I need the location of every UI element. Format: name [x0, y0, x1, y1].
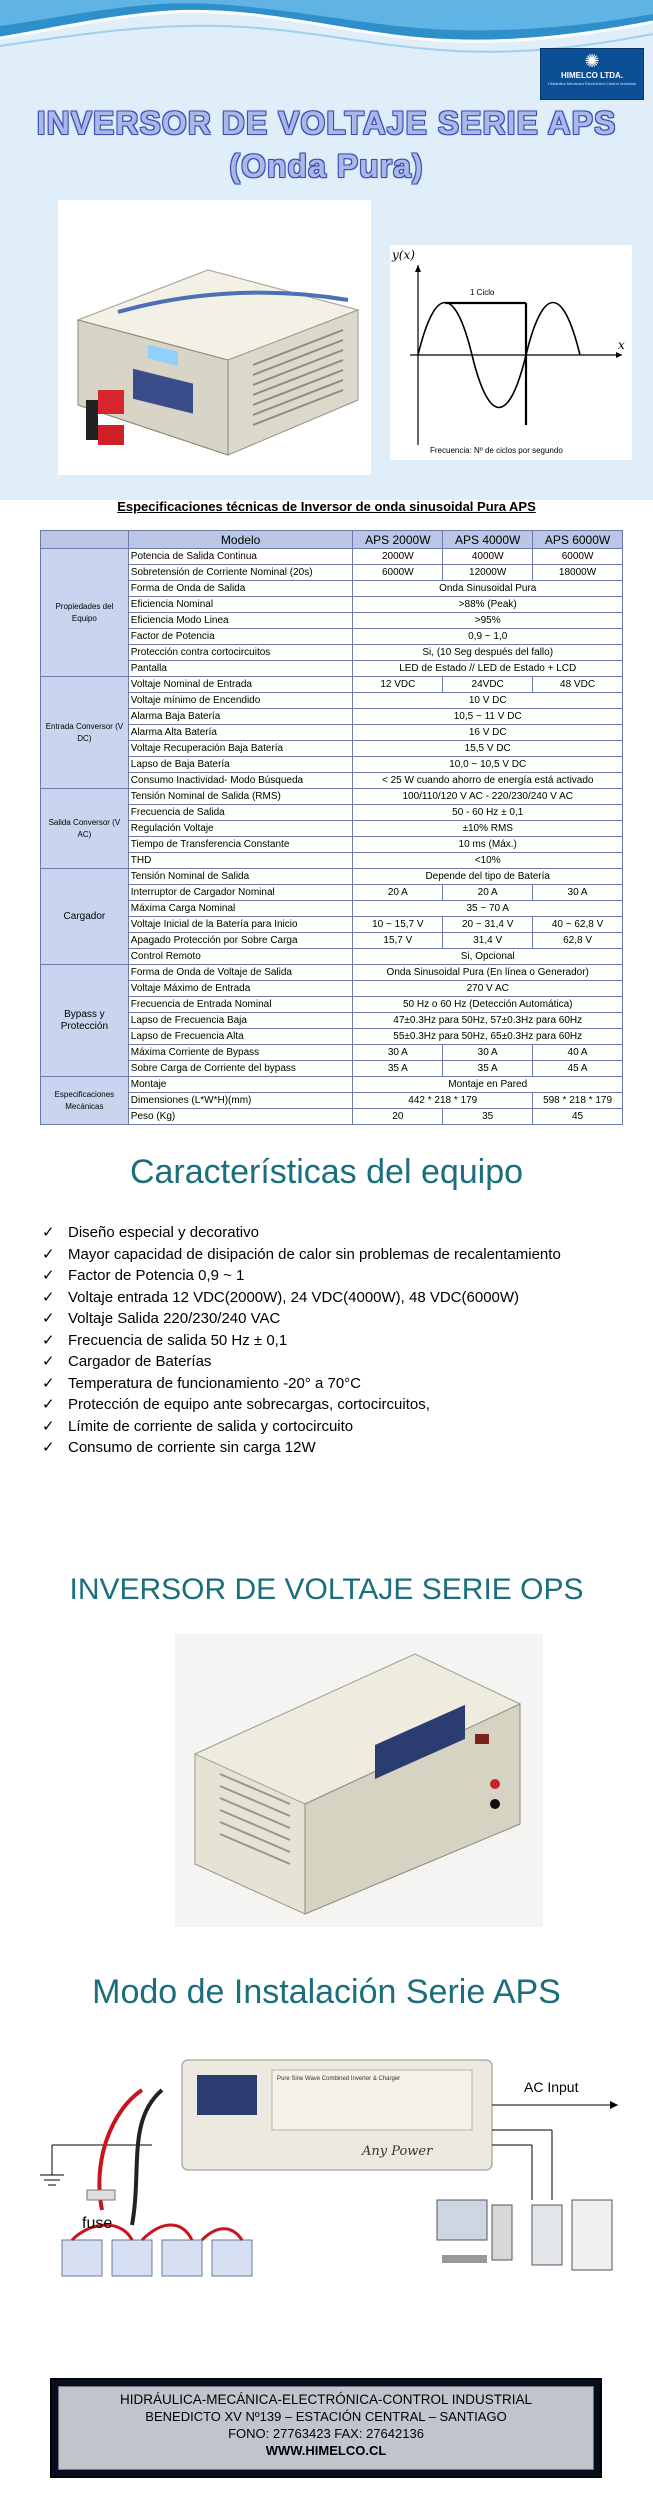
checkmark-icon: ✓	[42, 1417, 55, 1435]
spec-label: Protección contra cortocircuitos	[128, 645, 353, 661]
spec-label: Alarma Baja Batería	[128, 709, 353, 725]
spec-row	[41, 949, 623, 965]
feature-text: Voltaje entrada 12 VDC(2000W), 24 VDC(4000W), 48 VDC(6000W)	[68, 1288, 520, 1306]
specs-header-row	[41, 531, 623, 549]
spec-label: Potencia de Salida Continua	[128, 549, 353, 565]
spec-value: 45	[533, 1109, 623, 1125]
spec-value: Si, (10 Seg después del fallo)	[353, 645, 623, 661]
spec-row	[41, 1109, 623, 1125]
spec-group-label: Bypass y Protección	[41, 965, 129, 1077]
checkmark-icon: ✓	[42, 1353, 55, 1370]
spec-row	[41, 661, 623, 677]
spec-value: 35 A	[443, 1061, 533, 1077]
ops-title: INVERSOR DE VOLTAJE SERIE OPS	[69, 1573, 584, 1606]
spec-group-label: Cargador	[41, 869, 129, 965]
aps-inverter-image	[58, 200, 371, 475]
spec-value: 15,5 V DC	[353, 741, 623, 757]
spec-label: Apagado Protección por Sobre Carga	[128, 933, 353, 949]
spec-value: 10 ms (Máx.)	[353, 837, 623, 853]
feature-item	[40, 1330, 640, 1352]
spec-value: 30 A	[533, 885, 623, 901]
company-logo	[540, 48, 644, 100]
spec-value: 31,4 V	[443, 933, 533, 949]
spec-row	[41, 869, 623, 885]
spec-value: 48 VDC	[533, 677, 623, 693]
spec-label: Forma de Onda de Voltaje de Salida	[128, 965, 353, 981]
spec-value: < 25 W cuando ahorro de energía está activado	[353, 773, 623, 789]
spec-value: 47±0.3Hz para 50Hz, 57±0.3Hz para 60Hz	[353, 1013, 623, 1029]
page-title: INVERSOR DE VOLTAJE SERIE APS	[36, 105, 617, 141]
feature-text: Temperatura de funcionamiento -20° a 70°C	[68, 1374, 361, 1392]
spec-row	[41, 1093, 623, 1109]
spec-label: Sobre Carga de Corriente del bypass	[128, 1061, 353, 1077]
spec-row	[41, 837, 623, 853]
spec-row	[41, 933, 623, 949]
spec-label: Forma de Onda de Salida	[128, 581, 353, 597]
inverter-brand: Any Power	[362, 2144, 433, 2159]
sine-wave-diagram	[390, 245, 632, 460]
feature-text: Protección de equipo ante sobrecargas, cortocircuitos,	[68, 1396, 430, 1413]
logo-fan-icon: ✺	[584, 51, 600, 71]
checkmark-icon: ✓	[42, 1396, 55, 1413]
spec-value: >88% (Peak)	[353, 597, 623, 613]
feature-item	[40, 1351, 640, 1373]
hero-banner	[0, 0, 653, 500]
spec-label: Montaje	[128, 1077, 353, 1093]
spec-value: 6000W	[533, 549, 623, 565]
spec-label: Alarma Alta Batería	[128, 725, 353, 741]
spec-label: Lapso de Frecuencia Alta	[128, 1029, 353, 1045]
spec-label: Regulación Voltaje	[128, 821, 353, 837]
checkmark-icon: ✓	[42, 1331, 55, 1349]
spec-row	[41, 741, 623, 757]
spec-value: LED de Estado // LED de Estado + LCD	[353, 661, 623, 677]
spec-label: Frecuencia de Entrada Nominal	[128, 997, 353, 1013]
checkmark-icon: ✓	[42, 1245, 55, 1263]
specs-title: Especificaciones técnicas de Inversor de onda sinusoidal Pura APS	[117, 499, 536, 514]
inverter-panel-text: Pure Sine Wave Combined Inverter & Charger	[277, 2076, 401, 2082]
spec-label: Tensión Nominal de Salida (RMS)	[128, 789, 353, 805]
footer-address: BENEDICTO XV Nº139 – ESTACIÓN CENTRAL – SANTIAGO	[145, 2409, 507, 2424]
footer-company: HIDRÁULICA-MECÁNICA-ELECTRÓNICA-CONTROL INDUSTRIAL	[119, 2392, 533, 2407]
spec-label: Consumo Inactividad- Modo Búsqueda	[128, 773, 353, 789]
feature-item	[40, 1437, 640, 1459]
spec-row	[41, 613, 623, 629]
spec-value: 50 Hz o 60 Hz (Detección Automática)	[353, 997, 623, 1013]
feature-item	[40, 1287, 640, 1309]
spec-value: 2000W	[353, 549, 443, 565]
feature-text: Diseño especial y decorativo	[68, 1224, 259, 1241]
spec-value: Si, Opcional	[353, 949, 623, 965]
spec-label: Eficiencia Nominal	[128, 597, 353, 613]
spec-row	[41, 645, 623, 661]
footer-phone: FONO: 27763423 FAX: 27642136	[228, 2426, 424, 2441]
spec-label: Sobretensión de Corriente Nominal (20s)	[128, 565, 353, 581]
spec-value: 50 - 60 Hz ± 0,1	[353, 805, 623, 821]
spec-value: 18000W	[533, 565, 623, 581]
spec-label: Frecuencia de Salida	[128, 805, 353, 821]
spec-row	[41, 757, 623, 773]
spec-row	[41, 1077, 623, 1093]
feature-item	[40, 1308, 640, 1330]
spec-value: 45 A	[533, 1061, 623, 1077]
spec-value: 62,8 V	[533, 933, 623, 949]
spec-value: 24VDC	[443, 677, 533, 693]
spec-label: Voltaje Máximo de Entrada	[128, 981, 353, 997]
installation-diagram	[32, 2050, 628, 2297]
checkmark-icon: ✓	[42, 1288, 55, 1306]
spec-label: Tensión Nominal de Salida	[128, 869, 353, 885]
spec-row	[41, 997, 623, 1013]
spec-label: Voltaje Nominal de Entrada	[128, 677, 353, 693]
sine-y-label: y(x)	[392, 248, 415, 262]
ac-input-label: AC Input	[524, 2079, 579, 2095]
spec-row	[41, 677, 623, 693]
cycle-label: 1 Ciclo	[470, 288, 495, 297]
spec-group-label: Entrada Conversor (V DC)	[41, 677, 129, 789]
spec-label: Factor de Potencia	[128, 629, 353, 645]
spec-value: 35	[443, 1109, 533, 1125]
spec-row	[41, 821, 623, 837]
spec-row	[41, 789, 623, 805]
spec-value: 55±0.3Hz para 50Hz, 65±0.3Hz para 60Hz	[353, 1029, 623, 1045]
checkmark-icon: ✓	[42, 1439, 55, 1456]
spec-row	[41, 565, 623, 581]
specs-header-cell: APS 2000W	[353, 531, 443, 549]
spec-value: Onda Sinusoidal Pura (En línea o Generador)	[353, 965, 623, 981]
spec-value: >95%	[353, 613, 623, 629]
features-section	[0, 1140, 653, 1530]
spec-group-label: Especificaciones Mecánicas	[41, 1077, 129, 1125]
footer-website: WWW.HIMELCO.CL	[265, 2443, 387, 2458]
spec-label: Máxima Corriente de Bypass	[128, 1045, 353, 1061]
spec-value: Onda Sinusoidal Pura	[353, 581, 623, 597]
spec-value: 6000W	[353, 565, 443, 581]
spec-group-label: Salida Conversor (V AC)	[41, 789, 129, 869]
specs-header-cell: APS 6000W	[533, 531, 623, 549]
specs-section	[0, 500, 653, 1145]
spec-row	[41, 981, 623, 997]
spec-value: 0,9 ~ 1,0	[353, 629, 623, 645]
spec-value: 598 * 218 * 179	[533, 1093, 623, 1109]
spec-value: 270 V AC	[353, 981, 623, 997]
spec-value: 12000W	[443, 565, 533, 581]
feature-item	[40, 1394, 640, 1416]
spec-row	[41, 629, 623, 645]
feature-item	[40, 1416, 640, 1438]
spec-row	[41, 1029, 623, 1045]
spec-label: Tiempo de Transferencia Constante	[128, 837, 353, 853]
feature-text: Voltaje Salida 220/230/240 VAC	[68, 1310, 281, 1327]
spec-value: <10%	[353, 853, 623, 869]
spec-label: Peso (Kg)	[128, 1109, 353, 1125]
spec-value: 35 ~ 70 A	[353, 901, 623, 917]
feature-item	[40, 1244, 640, 1266]
checkmark-icon: ✓	[42, 1374, 55, 1392]
spec-value: 10,5 ~ 11 V DC	[353, 709, 623, 725]
spec-label: Interruptor de Cargador Nominal	[128, 885, 353, 901]
spec-group-label: Propiedades del Equipo	[41, 549, 129, 677]
frequency-caption: Frecuencia: Nº de ciclos por segundo	[430, 446, 563, 455]
spec-value: ±10% RMS	[353, 821, 623, 837]
footer-panel	[58, 2386, 594, 2470]
checkmark-icon: ✓	[42, 1224, 55, 1241]
spec-value: 4000W	[443, 549, 533, 565]
spec-row	[41, 549, 623, 565]
logo-name: HIMELCO LTDA.	[560, 71, 624, 80]
spec-value: 100/110/120 V AC - 220/230/240 V AC	[353, 789, 623, 805]
spec-label: Voltaje Recuperación Baja Batería	[128, 741, 353, 757]
spec-label: Voltaje mínimo de Encendido	[128, 693, 353, 709]
specs-header-cell: Modelo	[128, 531, 353, 549]
ops-inverter-image	[175, 1634, 543, 1927]
install-title: Modo de Instalación Serie APS	[92, 1973, 561, 2011]
spec-label: Eficiencia Modo Linea	[128, 613, 353, 629]
spec-value: 20 A	[353, 885, 443, 901]
spec-label: Control Remoto	[128, 949, 353, 965]
spec-label: Lapso de Frecuencia Baja	[128, 1013, 353, 1029]
feature-text: Factor de Potencia 0,9 ~ 1	[68, 1267, 245, 1284]
page-subtitle: (Onda Pura)	[229, 148, 424, 184]
spec-value: 35 A	[353, 1061, 443, 1077]
spec-row	[41, 917, 623, 933]
spec-label: Pantalla	[128, 661, 353, 677]
spec-row	[41, 805, 623, 821]
checkmark-icon: ✓	[42, 1310, 55, 1327]
logo-subtitle: Hidráulica Mecánica Electrónica Control Industrial	[547, 81, 637, 86]
spec-value: 20 A	[443, 885, 533, 901]
spec-label: Voltaje Inicial de la Batería para Inicio	[128, 917, 353, 933]
footer	[50, 2378, 602, 2478]
spec-value: 10 ~ 15,7 V	[353, 917, 443, 933]
sine-x-label: x	[618, 338, 625, 352]
features-list	[40, 1222, 640, 1459]
spec-value: 30 A	[443, 1045, 533, 1061]
spec-row	[41, 1061, 623, 1077]
feature-item	[40, 1265, 640, 1287]
spec-value: 40 ~ 62,8 V	[533, 917, 623, 933]
spec-value: 10,0 ~ 10,5 V DC	[353, 757, 623, 773]
spec-row	[41, 853, 623, 869]
spec-value: Montaje en Pared	[353, 1077, 623, 1093]
feature-item	[40, 1373, 640, 1395]
spec-row	[41, 693, 623, 709]
spec-label: THD	[128, 853, 353, 869]
feature-text: Consumo de corriente sin carga 12W	[68, 1439, 316, 1456]
specs-header-cell	[41, 531, 129, 549]
spec-label: Dimensiones (L*W*H)(mm)	[128, 1093, 353, 1109]
spec-value: 442 * 218 * 179	[353, 1093, 533, 1109]
specs-body	[41, 549, 623, 1125]
feature-text: Mayor capacidad de disipación de calor sin problemas de recalentamiento	[68, 1245, 561, 1263]
checkmark-icon: ✓	[42, 1267, 55, 1284]
spec-value: 10 V DC	[353, 693, 623, 709]
spec-row	[41, 581, 623, 597]
spec-row	[41, 597, 623, 613]
feature-text: Cargador de Baterías	[68, 1353, 212, 1370]
spec-row	[41, 1045, 623, 1061]
spec-row	[41, 965, 623, 981]
spec-row	[41, 773, 623, 789]
spec-value: Depende del tipo de Batería	[353, 869, 623, 885]
spec-value: 40 A	[533, 1045, 623, 1061]
spec-row	[41, 885, 623, 901]
spec-value: 20	[353, 1109, 443, 1125]
spec-row	[41, 901, 623, 917]
spec-value: 20 ~ 31,4 V	[443, 917, 533, 933]
feature-text: Límite de corriente de salida y cortocircuito	[68, 1417, 354, 1435]
feature-text: Frecuencia de salida 50 Hz ± 0,1	[68, 1331, 288, 1349]
specs-header-cell: APS 4000W	[443, 531, 533, 549]
fuse-label: fuse	[82, 2215, 113, 2232]
spec-label: Lapso de Baja Batería	[128, 757, 353, 773]
spec-value: 30 A	[353, 1045, 443, 1061]
spec-row	[41, 709, 623, 725]
spec-label: Máxima Carga Nominal	[128, 901, 353, 917]
feature-item	[40, 1222, 640, 1244]
spec-row	[41, 725, 623, 741]
spec-value: 12 VDC	[353, 677, 443, 693]
specs-table	[40, 530, 623, 1125]
spec-value: 15,7 V	[353, 933, 443, 949]
spec-row	[41, 1013, 623, 1029]
spec-value: 16 V DC	[353, 725, 623, 741]
features-title: Características del equipo	[129, 1153, 524, 1191]
